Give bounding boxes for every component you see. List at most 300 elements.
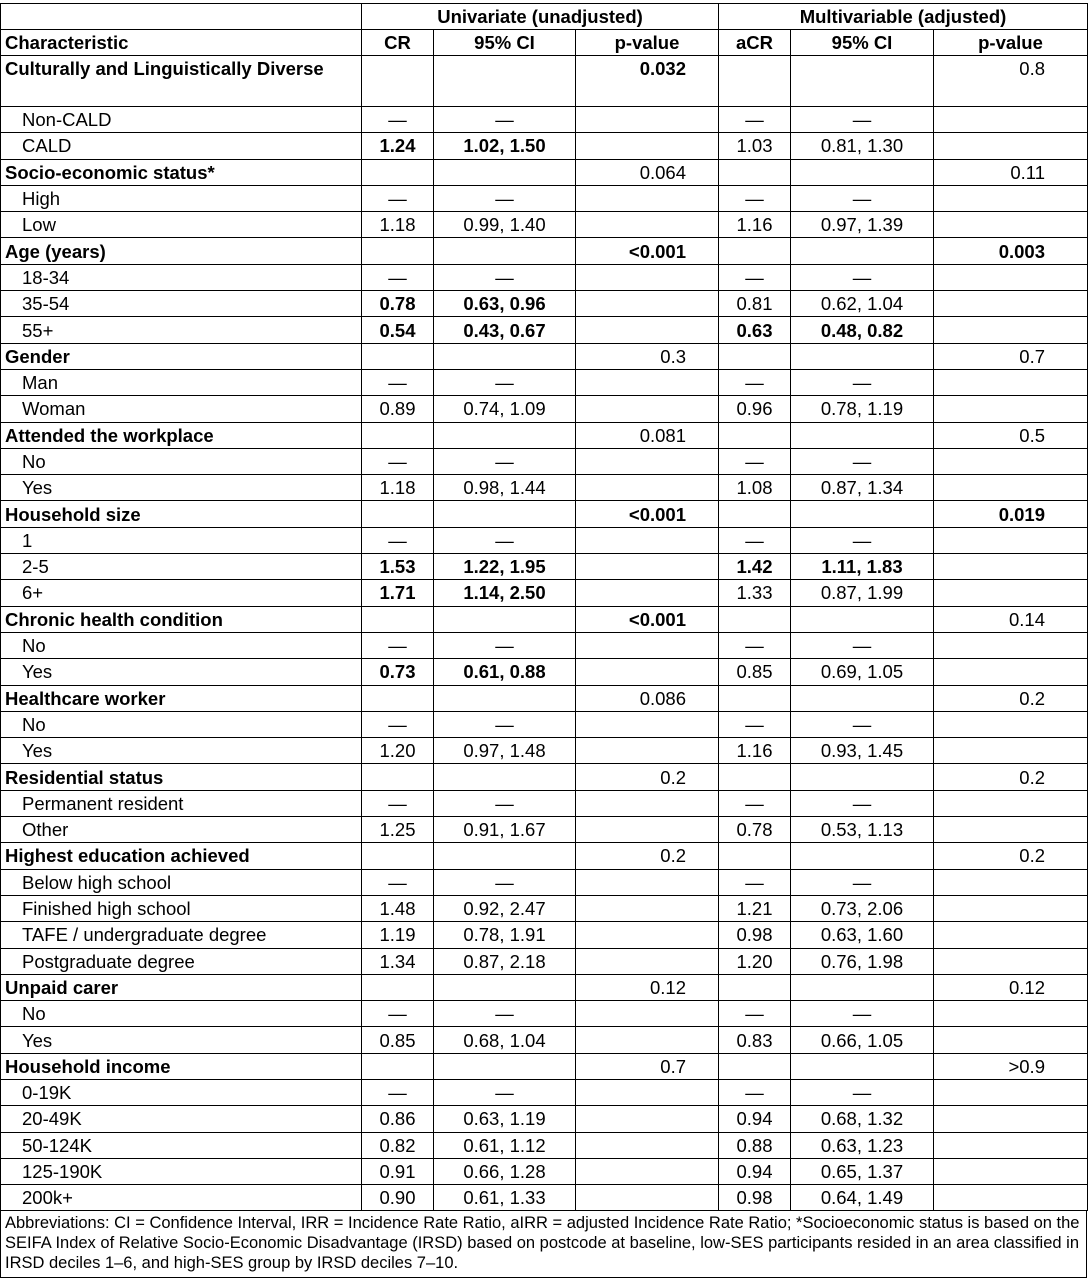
cr-cell: 1.25 <box>362 817 434 843</box>
empty-cell <box>576 1001 719 1027</box>
empty-cell <box>576 317 719 343</box>
level-row <box>1 659 1088 685</box>
cr-cell: — <box>362 632 434 658</box>
acr-cell: 0.78 <box>719 817 791 843</box>
column-header-row <box>1 30 1088 56</box>
acr-cell: 1.20 <box>719 948 791 974</box>
level-row <box>1 711 1088 737</box>
adjusted-p-value-cell: 0.2 <box>934 685 1088 711</box>
column-header-adjusted-ci: 95% CI <box>791 30 934 56</box>
empty-cell <box>576 527 719 553</box>
empty-cell <box>576 895 719 921</box>
ci-cell: 0.92, 2.47 <box>434 895 576 921</box>
empty-cell <box>719 343 791 369</box>
cr-cell: — <box>362 711 434 737</box>
level-label: 35-54 <box>1 291 362 317</box>
ci-cell: 0.63, 1.19 <box>434 1106 576 1132</box>
empty-cell <box>934 527 1088 553</box>
group-header-univariate: Univariate (unadjusted) <box>362 4 719 30</box>
cr-cell: 0.78 <box>362 291 434 317</box>
section-label: Unpaid carer <box>1 974 362 1000</box>
level-row <box>1 291 1088 317</box>
section-row <box>1 974 1088 1000</box>
p-value-cell: 0.12 <box>576 974 719 1000</box>
empty-cell <box>934 659 1088 685</box>
adjusted-ci-cell: 0.66, 1.05 <box>791 1027 934 1053</box>
empty-cell <box>362 501 434 527</box>
empty-cell <box>434 501 576 527</box>
level-row <box>1 1185 1088 1211</box>
level-label: 2-5 <box>1 554 362 580</box>
p-value-cell: 0.081 <box>576 422 719 448</box>
empty-cell <box>576 133 719 159</box>
adjusted-ci-cell: 0.64, 1.49 <box>791 1185 934 1211</box>
empty-cell <box>576 790 719 816</box>
empty-cell <box>934 448 1088 474</box>
cr-cell: 1.71 <box>362 580 434 606</box>
section-row <box>1 843 1088 869</box>
cr-cell: 1.20 <box>362 738 434 764</box>
empty-cell <box>576 632 719 658</box>
ci-cell: 0.43, 0.67 <box>434 317 576 343</box>
empty-cell <box>934 554 1088 580</box>
p-value-cell: 0.3 <box>576 343 719 369</box>
ci-cell: — <box>434 711 576 737</box>
level-row <box>1 580 1088 606</box>
empty-cell <box>791 606 934 632</box>
level-row <box>1 212 1088 238</box>
empty-cell <box>576 107 719 133</box>
results-table-container <box>0 3 1087 1278</box>
cr-cell: — <box>362 1079 434 1105</box>
adjusted-ci-cell: — <box>791 369 934 395</box>
level-row <box>1 448 1088 474</box>
acr-cell: — <box>719 1001 791 1027</box>
empty-cell <box>791 685 934 711</box>
empty-cell <box>719 843 791 869</box>
acr-cell: — <box>719 711 791 737</box>
ci-cell: — <box>434 264 576 290</box>
empty-cell <box>934 212 1088 238</box>
ci-cell: 1.14, 2.50 <box>434 580 576 606</box>
section-label: Highest education achieved <box>1 843 362 869</box>
level-row <box>1 264 1088 290</box>
adjusted-ci-cell: 0.69, 1.05 <box>791 659 934 685</box>
cr-cell: 0.90 <box>362 1185 434 1211</box>
cr-cell: — <box>362 1001 434 1027</box>
ci-cell: 0.74, 1.09 <box>434 396 576 422</box>
adjusted-ci-cell: — <box>791 107 934 133</box>
empty-cell <box>934 1132 1088 1158</box>
column-header-adjusted-p-value: p-value <box>934 30 1088 56</box>
ci-cell: 0.63, 0.96 <box>434 291 576 317</box>
level-row <box>1 396 1088 422</box>
level-row <box>1 790 1088 816</box>
level-label: 1 <box>1 527 362 553</box>
cr-cell: 0.91 <box>362 1158 434 1184</box>
empty-cell <box>434 606 576 632</box>
empty-cell <box>576 817 719 843</box>
empty-cell <box>791 159 934 185</box>
level-row <box>1 369 1088 395</box>
adjusted-ci-cell: 0.87, 1.34 <box>791 475 934 501</box>
level-label: TAFE / undergraduate degree <box>1 922 362 948</box>
column-header-ci: 95% CI <box>434 30 576 56</box>
adjusted-p-value-cell: 0.2 <box>934 764 1088 790</box>
ci-cell: 0.99, 1.40 <box>434 212 576 238</box>
empty-cell <box>791 843 934 869</box>
empty-cell <box>719 606 791 632</box>
empty-cell <box>576 554 719 580</box>
level-row <box>1 948 1088 974</box>
empty-cell <box>576 212 719 238</box>
empty-cell <box>934 133 1088 159</box>
section-row <box>1 159 1088 185</box>
cr-cell: — <box>362 527 434 553</box>
level-row <box>1 475 1088 501</box>
adjusted-ci-cell: 0.87, 1.99 <box>791 580 934 606</box>
p-value-cell: 0.032 <box>576 56 719 107</box>
empty-cell <box>719 422 791 448</box>
empty-cell <box>434 685 576 711</box>
empty-cell <box>791 343 934 369</box>
p-value-cell: <0.001 <box>576 238 719 264</box>
adjusted-ci-cell: 0.78, 1.19 <box>791 396 934 422</box>
empty-cell <box>576 185 719 211</box>
empty-cell <box>934 711 1088 737</box>
level-label: Postgraduate degree <box>1 948 362 974</box>
adjusted-ci-cell: 1.11, 1.83 <box>791 554 934 580</box>
level-row <box>1 527 1088 553</box>
ci-cell: — <box>434 1079 576 1105</box>
p-value-cell: 0.2 <box>576 764 719 790</box>
acr-cell: — <box>719 264 791 290</box>
adjusted-ci-cell: 0.73, 2.06 <box>791 895 934 921</box>
level-label: Other <box>1 817 362 843</box>
empty-cell <box>934 580 1088 606</box>
adjusted-ci-cell: — <box>791 185 934 211</box>
empty-cell <box>576 711 719 737</box>
empty-cell <box>576 1158 719 1184</box>
level-label: No <box>1 632 362 658</box>
level-label: Non-CALD <box>1 107 362 133</box>
adjusted-ci-cell: — <box>791 527 934 553</box>
empty-cell <box>576 580 719 606</box>
ci-cell: — <box>434 1001 576 1027</box>
empty-cell <box>434 238 576 264</box>
empty-cell <box>934 922 1088 948</box>
level-label: Finished high school <box>1 895 362 921</box>
adjusted-p-value-cell: 0.7 <box>934 343 1088 369</box>
section-label: Socio-economic status* <box>1 159 362 185</box>
empty-cell <box>934 396 1088 422</box>
level-label: 200k+ <box>1 1185 362 1211</box>
empty-cell <box>934 1158 1088 1184</box>
empty-cell <box>362 56 434 107</box>
cr-cell: — <box>362 790 434 816</box>
adjusted-ci-cell: 0.53, 1.13 <box>791 817 934 843</box>
cr-cell: — <box>362 185 434 211</box>
empty-cell <box>576 738 719 764</box>
ci-cell: 0.61, 1.12 <box>434 1132 576 1158</box>
results-table <box>0 3 1088 1211</box>
empty-cell <box>362 764 434 790</box>
level-row <box>1 133 1088 159</box>
empty-cell <box>791 974 934 1000</box>
empty-cell <box>576 396 719 422</box>
adjusted-p-value-cell: 0.003 <box>934 238 1088 264</box>
level-label: Yes <box>1 475 362 501</box>
empty-cell <box>934 869 1088 895</box>
level-label: 18-34 <box>1 264 362 290</box>
cr-cell: — <box>362 448 434 474</box>
empty-cell <box>719 1053 791 1079</box>
acr-cell: 0.88 <box>719 1132 791 1158</box>
empty-cell <box>434 843 576 869</box>
level-row <box>1 632 1088 658</box>
level-label: 0-19K <box>1 1079 362 1105</box>
adjusted-ci-cell: — <box>791 869 934 895</box>
empty-cell <box>934 369 1088 395</box>
cr-cell: — <box>362 369 434 395</box>
empty-cell <box>576 448 719 474</box>
acr-cell: 0.96 <box>719 396 791 422</box>
column-header-p-value: p-value <box>576 30 719 56</box>
level-label: 20-49K <box>1 1106 362 1132</box>
level-row <box>1 317 1088 343</box>
ci-cell: — <box>434 369 576 395</box>
empty-cell <box>576 1106 719 1132</box>
ci-cell: 1.02, 1.50 <box>434 133 576 159</box>
adjusted-ci-cell: 0.93, 1.45 <box>791 738 934 764</box>
section-row <box>1 764 1088 790</box>
section-row <box>1 422 1088 448</box>
empty-cell <box>934 107 1088 133</box>
p-value-cell: <0.001 <box>576 606 719 632</box>
empty-cell <box>934 317 1088 343</box>
empty-cell <box>791 56 934 107</box>
empty-cell <box>791 764 934 790</box>
adjusted-ci-cell: 0.48, 0.82 <box>791 317 934 343</box>
section-label: Gender <box>1 343 362 369</box>
empty-cell <box>934 1185 1088 1211</box>
empty-cell <box>934 738 1088 764</box>
acr-cell: 0.85 <box>719 659 791 685</box>
level-row <box>1 817 1088 843</box>
acr-cell: — <box>719 369 791 395</box>
empty-cell <box>362 606 434 632</box>
section-label: Household income <box>1 1053 362 1079</box>
level-row <box>1 869 1088 895</box>
ci-cell: — <box>434 790 576 816</box>
section-row <box>1 238 1088 264</box>
ci-cell: 0.97, 1.48 <box>434 738 576 764</box>
ci-cell: 0.61, 1.33 <box>434 1185 576 1211</box>
acr-cell: 0.83 <box>719 1027 791 1053</box>
acr-cell: — <box>719 448 791 474</box>
empty-cell <box>362 422 434 448</box>
empty-cell <box>434 422 576 448</box>
group-header-row <box>1 4 1088 30</box>
ci-cell: — <box>434 869 576 895</box>
empty-cell <box>362 343 434 369</box>
section-row <box>1 56 1088 107</box>
level-label: High <box>1 185 362 211</box>
section-row <box>1 606 1088 632</box>
level-row <box>1 738 1088 764</box>
acr-cell: — <box>719 790 791 816</box>
acr-cell: — <box>719 869 791 895</box>
ci-cell: — <box>434 448 576 474</box>
ci-cell: — <box>434 107 576 133</box>
ci-cell: 0.68, 1.04 <box>434 1027 576 1053</box>
level-label: No <box>1 711 362 737</box>
level-label: Permanent resident <box>1 790 362 816</box>
cr-cell: — <box>362 869 434 895</box>
p-value-cell: 0.7 <box>576 1053 719 1079</box>
adjusted-p-value-cell: 0.14 <box>934 606 1088 632</box>
empty-cell <box>934 475 1088 501</box>
level-row <box>1 895 1088 921</box>
ci-cell: 0.78, 1.91 <box>434 922 576 948</box>
empty-cell <box>576 869 719 895</box>
ci-cell: 0.91, 1.67 <box>434 817 576 843</box>
adjusted-p-value-cell: 0.019 <box>934 501 1088 527</box>
empty-cell <box>934 185 1088 211</box>
section-row <box>1 343 1088 369</box>
cr-cell: 1.19 <box>362 922 434 948</box>
adjusted-ci-cell: 0.97, 1.39 <box>791 212 934 238</box>
empty-cell <box>576 948 719 974</box>
empty-cell <box>576 1185 719 1211</box>
cr-cell: 1.48 <box>362 895 434 921</box>
empty-cell <box>434 159 576 185</box>
acr-cell: 1.21 <box>719 895 791 921</box>
empty-cell <box>434 1053 576 1079</box>
adjusted-ci-cell: — <box>791 790 934 816</box>
adjusted-ci-cell: — <box>791 1001 934 1027</box>
level-row <box>1 107 1088 133</box>
adjusted-ci-cell: — <box>791 448 934 474</box>
cr-cell: 1.18 <box>362 212 434 238</box>
acr-cell: 0.63 <box>719 317 791 343</box>
empty-cell <box>791 422 934 448</box>
empty-cell <box>719 238 791 264</box>
acr-cell: — <box>719 527 791 553</box>
acr-cell: — <box>719 107 791 133</box>
adjusted-ci-cell: 0.68, 1.32 <box>791 1106 934 1132</box>
empty-cell <box>934 1079 1088 1105</box>
adjusted-ci-cell: — <box>791 264 934 290</box>
cr-cell: — <box>362 264 434 290</box>
empty-cell <box>934 895 1088 921</box>
level-row <box>1 1158 1088 1184</box>
adjusted-ci-cell: — <box>791 1079 934 1105</box>
empty-cell <box>362 159 434 185</box>
adjusted-ci-cell: 0.63, 1.23 <box>791 1132 934 1158</box>
empty-cell <box>576 922 719 948</box>
section-label: Healthcare worker <box>1 685 362 711</box>
cr-cell: 0.73 <box>362 659 434 685</box>
level-row <box>1 1027 1088 1053</box>
adjusted-ci-cell: 0.65, 1.37 <box>791 1158 934 1184</box>
section-label: Residential status <box>1 764 362 790</box>
level-row <box>1 1106 1088 1132</box>
p-value-cell: 0.086 <box>576 685 719 711</box>
empty-cell <box>576 264 719 290</box>
cr-cell: — <box>362 107 434 133</box>
cr-cell: 1.34 <box>362 948 434 974</box>
empty-cell <box>719 501 791 527</box>
level-row <box>1 1079 1088 1105</box>
empty-cell <box>362 1053 434 1079</box>
acr-cell: 1.08 <box>719 475 791 501</box>
section-label: Attended the workplace <box>1 422 362 448</box>
column-header-acr: aCR <box>719 30 791 56</box>
adjusted-ci-cell: 0.62, 1.04 <box>791 291 934 317</box>
empty-cell <box>934 632 1088 658</box>
acr-cell: 1.42 <box>719 554 791 580</box>
acr-cell: 1.03 <box>719 133 791 159</box>
ci-cell: — <box>434 632 576 658</box>
ci-cell: — <box>434 185 576 211</box>
empty-cell <box>934 1027 1088 1053</box>
acr-cell: 0.94 <box>719 1158 791 1184</box>
header-blank-cell <box>1 4 362 30</box>
empty-cell <box>791 238 934 264</box>
level-label: Yes <box>1 659 362 685</box>
empty-cell <box>719 159 791 185</box>
empty-cell <box>576 291 719 317</box>
ci-cell: 0.87, 2.18 <box>434 948 576 974</box>
empty-cell <box>934 790 1088 816</box>
empty-cell <box>934 1106 1088 1132</box>
empty-cell <box>934 948 1088 974</box>
empty-cell <box>934 264 1088 290</box>
empty-cell <box>719 974 791 1000</box>
adjusted-ci-cell: — <box>791 711 934 737</box>
acr-cell: 0.98 <box>719 922 791 948</box>
empty-cell <box>791 1053 934 1079</box>
empty-cell <box>576 1027 719 1053</box>
empty-cell <box>934 1001 1088 1027</box>
level-label: Yes <box>1 738 362 764</box>
section-row <box>1 501 1088 527</box>
adjusted-p-value-cell: 0.11 <box>934 159 1088 185</box>
cr-cell: 1.24 <box>362 133 434 159</box>
group-header-multivariable: Multivariable (adjusted) <box>719 4 1088 30</box>
acr-cell: 0.81 <box>719 291 791 317</box>
adjusted-p-value-cell: 0.5 <box>934 422 1088 448</box>
p-value-cell: 0.064 <box>576 159 719 185</box>
empty-cell <box>719 764 791 790</box>
section-label: Culturally and Linguistically Diverse <box>1 56 362 107</box>
adjusted-p-value-cell: >0.9 <box>934 1053 1088 1079</box>
adjusted-ci-cell: 0.81, 1.30 <box>791 133 934 159</box>
level-label: Man <box>1 369 362 395</box>
level-label: Below high school <box>1 869 362 895</box>
empty-cell <box>362 238 434 264</box>
level-row <box>1 1001 1088 1027</box>
empty-cell <box>576 1132 719 1158</box>
ci-cell: 0.66, 1.28 <box>434 1158 576 1184</box>
column-header-characteristic: Characteristic <box>1 30 362 56</box>
acr-cell: 1.33 <box>719 580 791 606</box>
level-row <box>1 922 1088 948</box>
acr-cell: 0.94 <box>719 1106 791 1132</box>
cr-cell: 1.53 <box>362 554 434 580</box>
cr-cell: 0.86 <box>362 1106 434 1132</box>
